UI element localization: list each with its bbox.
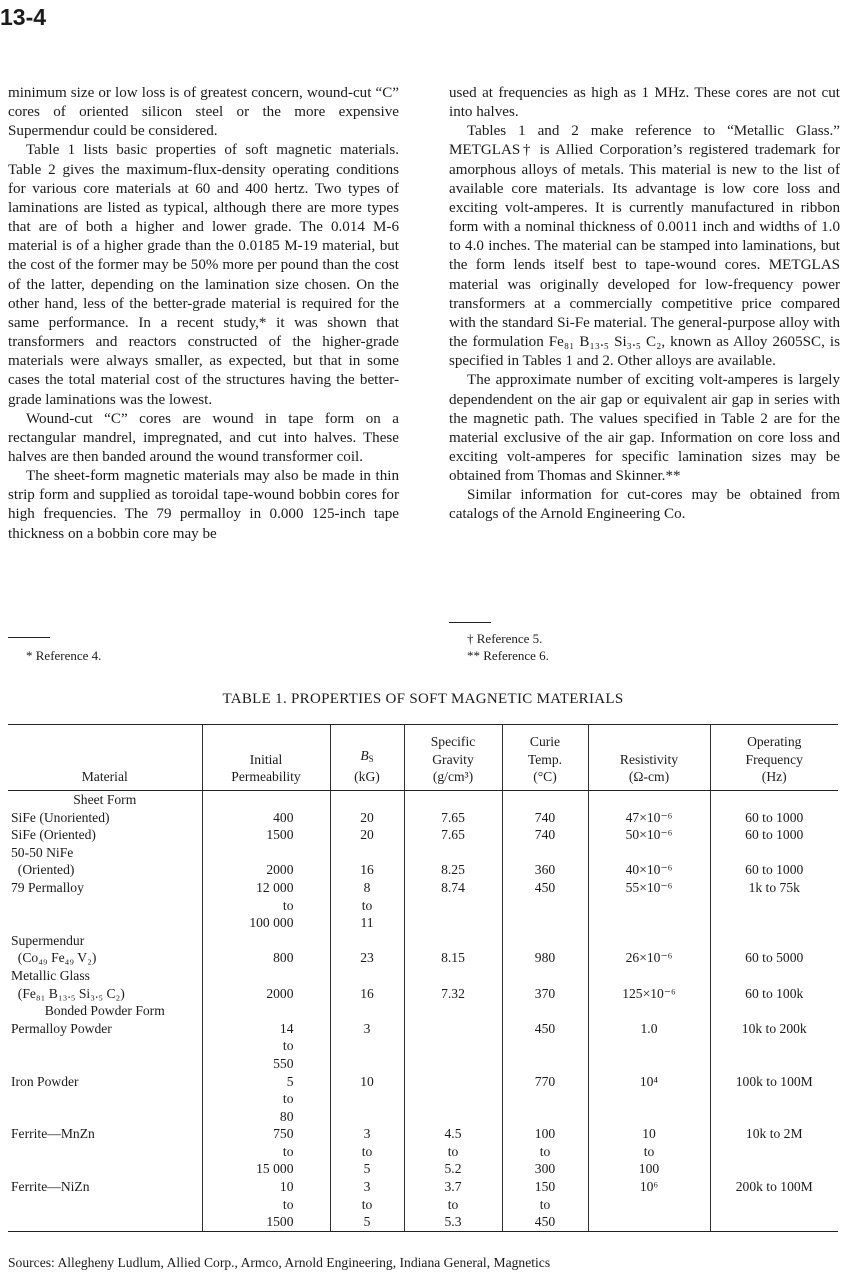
gravity-cell: 3.7 xyxy=(404,1178,502,1196)
frequency-cell: 10k to 2M xyxy=(710,1125,838,1143)
permeability-cell: 80 xyxy=(202,1108,330,1126)
curie-cell: 150 xyxy=(502,1178,588,1196)
header-line: Initial xyxy=(249,751,283,767)
material-cell: Supermendur xyxy=(11,932,85,948)
bs-cell: 3 xyxy=(330,1125,404,1143)
bs-cell: 3 xyxy=(330,1178,404,1196)
header-line: Frequency xyxy=(745,751,803,767)
curie-cell: 450 xyxy=(502,1020,588,1038)
header-resistivity xyxy=(588,725,710,791)
frequency-cell: 60 to 5000 xyxy=(710,949,838,967)
resistivity-cell: 50×10⁻⁶ xyxy=(588,826,710,844)
header-frequency xyxy=(710,725,838,791)
material-cell xyxy=(8,1090,202,1108)
material-cell xyxy=(8,914,202,932)
section-row xyxy=(8,1002,838,1020)
frequency-cell: 60 to 100k xyxy=(710,985,838,1003)
bs-cell: to xyxy=(330,897,404,915)
table-caption: TABLE 1. PROPERTIES OF SOFT MAGNETIC MATERIALS xyxy=(222,691,624,707)
curie-cell: 370 xyxy=(502,985,588,1003)
frequency-cell: 100k to 100M xyxy=(710,1073,838,1091)
material-cell: 79 Permalloy xyxy=(11,879,84,895)
page-number: 13-4 xyxy=(0,4,47,30)
resistivity-cell xyxy=(588,897,710,915)
resistivity-cell xyxy=(588,1090,710,1108)
permeability-cell: 750 xyxy=(202,1125,330,1143)
curie-cell: to xyxy=(502,1143,588,1161)
empty-cell xyxy=(404,791,502,809)
curie-cell: 360 xyxy=(502,861,588,879)
sources-note: Sources: Allegheny Ludlum, Allied Corp., Armco, Arnold Engineering, Indiana General, Magnetics xyxy=(8,1255,551,1270)
material-cell xyxy=(8,1037,202,1055)
left-column xyxy=(8,84,399,544)
frequency-cell xyxy=(710,1090,838,1108)
footnote: ** Reference 6. xyxy=(467,648,549,663)
header-bs xyxy=(330,725,404,791)
curie-cell: 450 xyxy=(502,1213,588,1231)
right-column xyxy=(449,84,840,525)
header-line: (Ω-cm) xyxy=(628,769,670,785)
resistivity-cell: 100 xyxy=(588,1160,710,1178)
empty-cell xyxy=(588,1002,710,1020)
material-cell xyxy=(8,1213,202,1231)
header-permeability xyxy=(202,725,330,791)
frequency-cell: 60 to 1000 xyxy=(710,861,838,879)
section-row xyxy=(8,791,838,809)
gravity-cell: 8.15 xyxy=(404,949,502,967)
paragraph: Similar information for cut-cores may be obtained from catalogs of the Arnold Engineering Co. xyxy=(449,487,840,523)
empty-cell xyxy=(202,791,330,809)
material-cell: (Oriented) xyxy=(11,862,75,878)
frequency-cell xyxy=(710,1196,838,1214)
resistivity-cell xyxy=(588,914,710,932)
gravity-cell xyxy=(404,932,502,950)
frequency-cell: 60 to 1000 xyxy=(710,826,838,844)
table-row xyxy=(8,861,838,879)
permeability-cell: 14 xyxy=(202,1020,330,1038)
bs-cell: 16 xyxy=(330,985,404,1003)
gravity-cell: 8.74 xyxy=(404,879,502,897)
table-row xyxy=(8,1108,838,1126)
material-cell xyxy=(8,1196,202,1214)
resistivity-cell: 10⁶ xyxy=(588,1178,710,1196)
material-cell: Ferrite—MnZn xyxy=(11,1126,95,1142)
material-cell xyxy=(8,897,202,915)
permeability-cell: 2000 xyxy=(202,985,330,1003)
bs-cell xyxy=(330,1090,404,1108)
empty-cell xyxy=(588,791,710,809)
header-line: (kG) xyxy=(354,769,380,785)
curie-cell xyxy=(502,1108,588,1126)
table-row xyxy=(8,1020,838,1038)
material-cell: Metallic Glass xyxy=(11,967,90,983)
permeability-cell: 1500 xyxy=(202,1213,330,1231)
frequency-cell: 200k to 100M xyxy=(710,1178,838,1196)
paragraph: minimum size or low loss is of greatest concern, wound-cut “C” cores of oriented silicon steel or the more expensive Supermendur could be considered. xyxy=(8,85,399,140)
curie-cell xyxy=(502,1037,588,1055)
bs-cell xyxy=(330,1037,404,1055)
bs-cell: 10 xyxy=(330,1073,404,1091)
frequency-cell xyxy=(710,1143,838,1161)
paragraph: used at frequencies as high as 1 MHz. These cores are not cut into halves. xyxy=(449,85,840,121)
curie-cell: 770 xyxy=(502,1073,588,1091)
gravity-cell: 7.32 xyxy=(404,985,502,1003)
curie-cell xyxy=(502,967,588,985)
table-row xyxy=(8,932,838,950)
permeability-cell: 1500 xyxy=(202,826,330,844)
footnote: † Reference 5. xyxy=(467,631,543,646)
curie-cell: 980 xyxy=(502,949,588,967)
gravity-cell xyxy=(404,1020,502,1038)
material-cell xyxy=(8,1108,202,1126)
bs-cell: 11 xyxy=(330,914,404,932)
frequency-cell xyxy=(710,1037,838,1055)
table-row xyxy=(8,985,838,1003)
table-row xyxy=(8,949,838,967)
permeability-cell: 12 000 xyxy=(202,879,330,897)
frequency-cell xyxy=(710,932,838,950)
gravity-cell: 7.65 xyxy=(404,809,502,827)
footnote-rule xyxy=(449,622,491,623)
gravity-cell xyxy=(404,967,502,985)
table-body xyxy=(8,791,838,1232)
table-row xyxy=(8,1160,838,1178)
empty-cell xyxy=(710,1002,838,1020)
footnote-rule xyxy=(8,637,50,638)
header-line: Operating xyxy=(747,734,802,750)
paragraph: Tables 1 and 2 make reference to “Metallic Glass.” METGLAS† is Allied Corporation’s registered trademark for amorphous alloys of metals. This material is new to the list of available core materials. Its advantage is low core loss and exciting volt-amperes. It is currently manufactured in ribbon form with a nominal thickness of 0.0011 inch and widths of 1.0 to 4.0 inches. The material can be stamped into laminations, but the form lends itself best to tape-wound cores. METGLAS material was originally developed for low-frequency power transformers at a commercially competitive price compared with the standard Si-Fe material. The general-purpose alloy with the formulation Fe₈₁ B₁₃.₅ Si₃.₅ C₂, known as Alloy 2605SC, is specified in Tables 1 and 2. Other alloys are available. xyxy=(449,123,840,370)
table-row xyxy=(8,914,838,932)
material-cell xyxy=(8,1055,202,1073)
table-row xyxy=(8,1055,838,1073)
permeability-cell: to xyxy=(202,1196,330,1214)
bs-cell xyxy=(330,967,404,985)
header-line: Temp. xyxy=(527,751,563,767)
footnote: * Reference 4. xyxy=(26,648,102,663)
curie-cell: 450 xyxy=(502,879,588,897)
empty-cell xyxy=(502,1002,588,1020)
curie-cell xyxy=(502,1055,588,1073)
gravity-cell: 8.25 xyxy=(404,861,502,879)
table-row xyxy=(8,1073,838,1091)
resistivity-cell xyxy=(588,1213,710,1231)
header-line: (Hz) xyxy=(761,769,787,785)
frequency-cell xyxy=(710,967,838,985)
properties-table xyxy=(8,724,838,1232)
empty-cell xyxy=(404,1002,502,1020)
paragraph: Wound-cut “C” cores are wound in tape form on a rectangular mandrel, impregnated, and cut into halves. These halves are then banded around the wound transformer coil. xyxy=(8,410,399,465)
curie-cell: to xyxy=(502,1196,588,1214)
header-line: Curie xyxy=(529,734,561,750)
table-row xyxy=(8,897,838,915)
bs-cell: 20 xyxy=(330,809,404,827)
table-row xyxy=(8,809,838,827)
gravity-cell: to xyxy=(404,1196,502,1214)
gravity-cell xyxy=(404,897,502,915)
frequency-cell xyxy=(710,1108,838,1126)
table-row xyxy=(8,967,838,985)
bs-cell xyxy=(330,1055,404,1073)
header-line: $B_S$ xyxy=(360,747,374,764)
gravity-cell xyxy=(404,1073,502,1091)
frequency-cell xyxy=(710,844,838,862)
frequency-cell: 60 to 1000 xyxy=(710,809,838,827)
material-cell: Ferrite—NiZn xyxy=(11,1179,90,1195)
permeability-cell: to xyxy=(202,1037,330,1055)
bs-cell: 20 xyxy=(330,826,404,844)
table-row xyxy=(8,1125,838,1143)
frequency-cell: 1k to 75k xyxy=(710,879,838,897)
bs-cell: to xyxy=(330,1196,404,1214)
resistivity-cell: 40×10⁻⁶ xyxy=(588,861,710,879)
resistivity-cell xyxy=(588,1108,710,1126)
header-curie xyxy=(502,725,588,791)
section-label: Bonded Powder Form xyxy=(44,1003,165,1019)
permeability-cell: to xyxy=(202,1143,330,1161)
header-line: Specific xyxy=(430,734,476,750)
frequency-cell xyxy=(710,1055,838,1073)
permeability-cell: 2000 xyxy=(202,861,330,879)
resistivity-cell: 10 xyxy=(588,1125,710,1143)
bs-cell: 3 xyxy=(330,1020,404,1038)
resistivity-cell xyxy=(588,844,710,862)
resistivity-cell xyxy=(588,967,710,985)
material-cell: (Co₄₉ Fe₄₉ V₂) xyxy=(11,950,97,966)
curie-cell: 300 xyxy=(502,1160,588,1178)
permeability-cell: 800 xyxy=(202,949,330,967)
header-line: (°C) xyxy=(533,769,557,785)
bs-cell: 5 xyxy=(330,1213,404,1231)
curie-cell: 100 xyxy=(502,1125,588,1143)
frequency-cell xyxy=(710,1160,838,1178)
empty-cell xyxy=(330,791,404,809)
permeability-cell xyxy=(202,967,330,985)
bs-cell xyxy=(330,844,404,862)
paragraph: Table 1 lists basic properties of soft magnetic materials. Table 2 gives the maximum-flux-density operating conditions for various core materials at 60 and 400 hertz. Two types of laminations are listed as typical, although there are more types that are of both a higher and lower grade. The 0.014 M-6 material is of a higher grade than the 0.0185 M-19 material, but the cost of the former may be 50% more per pound than the cost of the latter, depending on the lamination size chosen. On the other hand, less of the better-grade material is required for the same performance. In a recent study,* it was shown that transformers and reactors constructed of the higher-grade materials were always smaller, as expected, but that in some cases the total material cost of the structures having the better-grade laminations was the lowest. xyxy=(8,142,399,408)
gravity-cell xyxy=(404,1090,502,1108)
resistivity-cell: 1.0 xyxy=(588,1020,710,1038)
table-row xyxy=(8,1196,838,1214)
resistivity-cell: 55×10⁻⁶ xyxy=(588,879,710,897)
section-label: Sheet Form xyxy=(73,792,137,807)
material-cell: Permalloy Powder xyxy=(11,1020,112,1036)
material-cell: SiFe (Oriented) xyxy=(11,827,96,843)
material-cell xyxy=(8,1143,202,1161)
bs-cell: 23 xyxy=(330,949,404,967)
table-row xyxy=(8,826,838,844)
resistivity-cell: 47×10⁻⁶ xyxy=(588,809,710,827)
material-cell: Iron Powder xyxy=(11,1073,79,1089)
header-line: Permeability xyxy=(231,769,301,785)
frequency-cell xyxy=(710,897,838,915)
resistivity-cell: 125×10⁻⁶ xyxy=(588,985,710,1003)
table-row xyxy=(8,1143,838,1161)
frequency-cell: 10k to 200k xyxy=(710,1020,838,1038)
curie-cell xyxy=(502,1090,588,1108)
header-line: Gravity xyxy=(432,751,474,767)
bs-cell: 8 xyxy=(330,879,404,897)
bs-cell: 16 xyxy=(330,861,404,879)
curie-cell xyxy=(502,914,588,932)
gravity-cell xyxy=(404,1108,502,1126)
resistivity-cell xyxy=(588,932,710,950)
material-cell: SiFe (Unoriented) xyxy=(11,809,110,825)
curie-cell xyxy=(502,844,588,862)
material-cell xyxy=(8,1160,202,1178)
table-row xyxy=(8,1090,838,1108)
permeability-cell: 550 xyxy=(202,1055,330,1073)
gravity-cell xyxy=(404,844,502,862)
table-row xyxy=(8,844,838,862)
gravity-cell: to xyxy=(404,1143,502,1161)
resistivity-cell xyxy=(588,1055,710,1073)
curie-cell xyxy=(502,932,588,950)
frequency-cell xyxy=(710,1213,838,1231)
table-header-row xyxy=(8,725,838,791)
bs-cell xyxy=(330,932,404,950)
resistivity-cell: to xyxy=(588,1143,710,1161)
bs-cell xyxy=(330,1108,404,1126)
table-row xyxy=(8,879,838,897)
table-row xyxy=(8,1037,838,1055)
paragraph: The approximate number of exciting volt-amperes is largely dependendent on the air gap or equivalent air gap in series with the magnetic path. The values specified in Table 2 are for the material exclusive of the air gap. Information on core loss and exciting volt-amperes for specific lamination sizes may be obtained from Thomas and Skinner.** xyxy=(449,372,840,485)
header-gravity xyxy=(404,725,502,791)
permeability-cell: 5 xyxy=(202,1073,330,1091)
material-cell: 50-50 NiFe xyxy=(11,844,74,860)
resistivity-cell: 26×10⁻⁶ xyxy=(588,949,710,967)
permeability-cell: 10 xyxy=(202,1178,330,1196)
paragraph: The sheet-form magnetic materials may also be made in thin strip form and supplied as toroidal tape-wound bobbin cores for high frequencies. The 79 permalloy in 0.000 125-inch tape thickness on a bobbin core may be xyxy=(8,468,399,542)
permeability-cell: to xyxy=(202,897,330,915)
permeability-cell: 400 xyxy=(202,809,330,827)
resistivity-cell xyxy=(588,1037,710,1055)
gravity-cell: 5.2 xyxy=(404,1160,502,1178)
permeability-cell xyxy=(202,932,330,950)
gravity-cell xyxy=(404,1055,502,1073)
gravity-cell: 5.3 xyxy=(404,1213,502,1231)
bs-cell: 5 xyxy=(330,1160,404,1178)
empty-cell xyxy=(330,1002,404,1020)
empty-cell xyxy=(202,1002,330,1020)
material-cell: (Fe₈₁ B₁₃.₅ Si₃.₅ C₂) xyxy=(11,985,125,1001)
table-row xyxy=(8,1178,838,1196)
curie-cell: 740 xyxy=(502,826,588,844)
header-material: Material xyxy=(8,725,202,791)
bs-cell: to xyxy=(330,1143,404,1161)
gravity-cell: 4.5 xyxy=(404,1125,502,1143)
resistivity-cell: 10⁴ xyxy=(588,1073,710,1091)
gravity-cell xyxy=(404,914,502,932)
header-line: (g/cm³) xyxy=(432,769,474,785)
table-row xyxy=(8,1213,838,1231)
permeability-cell: 15 000 xyxy=(202,1160,330,1178)
permeability-cell: to xyxy=(202,1090,330,1108)
permeability-cell: 100 000 xyxy=(202,914,330,932)
empty-cell xyxy=(710,791,838,809)
resistivity-cell xyxy=(588,1196,710,1214)
gravity-cell xyxy=(404,1037,502,1055)
header-line: Resistivity xyxy=(619,751,679,767)
permeability-cell xyxy=(202,844,330,862)
curie-cell xyxy=(502,897,588,915)
gravity-cell: 7.65 xyxy=(404,826,502,844)
frequency-cell xyxy=(710,914,838,932)
empty-cell xyxy=(502,791,588,809)
curie-cell: 740 xyxy=(502,809,588,827)
